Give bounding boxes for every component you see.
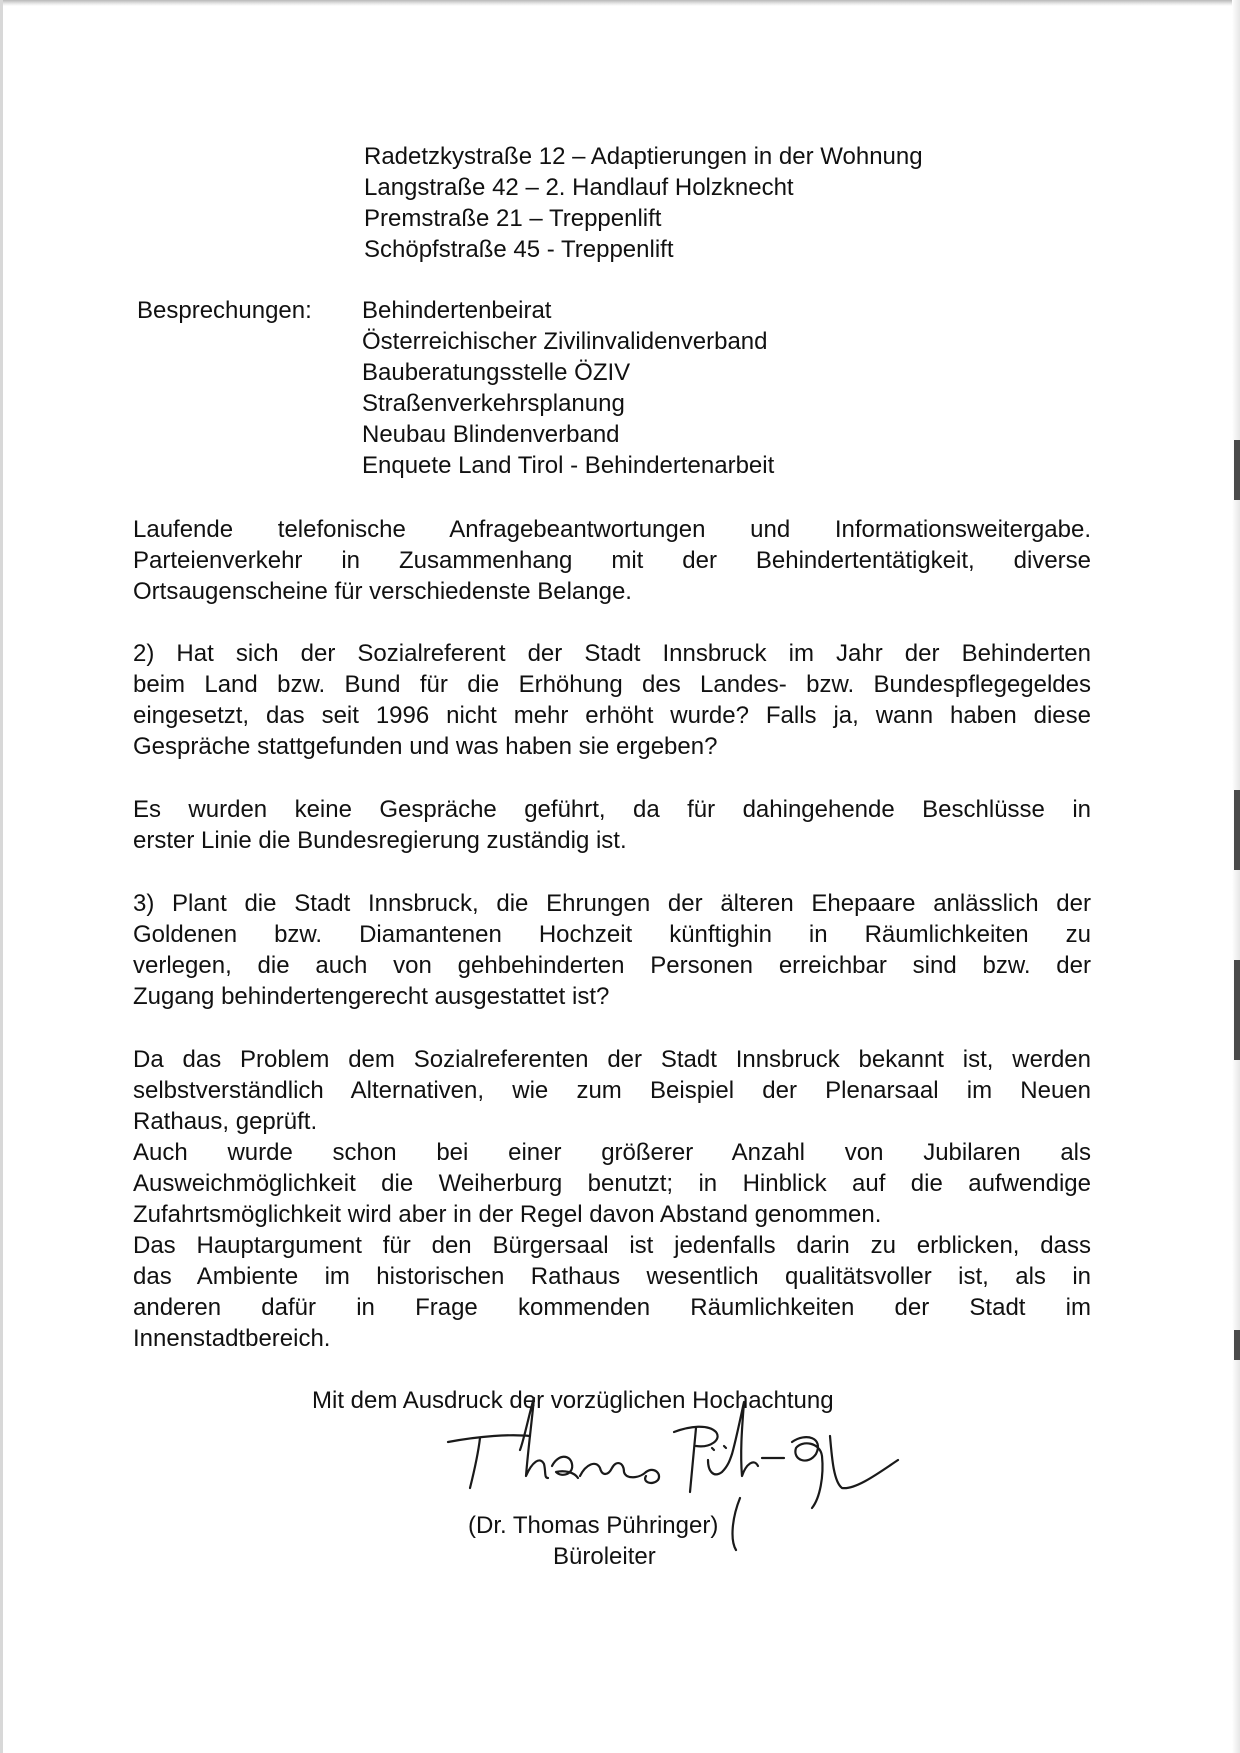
paragraph-line: Das Hauptargument für den Bürgersaal ist jedenfalls darin zu erblicken, dass xyxy=(133,1232,1091,1259)
paragraph-answer-2 xyxy=(133,794,1091,856)
paragraph-question-2 xyxy=(133,638,1091,762)
meeting-item: Österreichischer Zivilinvalidenverband xyxy=(362,328,768,355)
paragraph-question-3 xyxy=(133,888,1091,1012)
scan-mark xyxy=(1234,960,1240,1060)
paragraph-line: das Ambiente im historischen Rathaus wesentlich qualitätsvoller ist, als in xyxy=(133,1263,1091,1290)
paragraph-line: Zugang behindertengerecht ausgestattet ist? xyxy=(133,983,610,1010)
closing-salutation: Mit dem Ausdruck der vorzüglichen Hochachtung xyxy=(312,1387,834,1414)
address-item: Langstraße 42 – 2. Handlauf Holzknecht xyxy=(364,174,794,201)
paragraph-line: selbstverständlich Alternativen, wie zum Beispiel der Plenarsaal im Neuen xyxy=(133,1077,1091,1104)
scan-mark xyxy=(1234,440,1240,500)
scan-edge-top xyxy=(0,0,1240,6)
paragraph-line: Es wurden keine Gespräche geführt, da für dahingehende Beschlüsse in xyxy=(133,796,1091,823)
meetings-list xyxy=(362,295,774,481)
meeting-item: Enquete Land Tirol - Behindertenarbeit xyxy=(362,452,775,479)
address-item: Radetzkystraße 12 – Adaptierungen in der Wohnung xyxy=(364,143,923,170)
paragraph-line: anderen dafür in Frage kommenden Räumlichkeiten der Stadt im xyxy=(133,1294,1091,1321)
paragraph-answer-3 xyxy=(133,1044,1091,1354)
paragraph-line: Innenstadtbereich. xyxy=(133,1325,331,1352)
paragraph-line: eingesetzt, das seit 1996 nicht mehr erhöht wurde? Falls ja, wann haben diese xyxy=(133,702,1091,729)
paragraph-line: 2) Hat sich der Sozialreferent der Stadt Innsbruck im Jahr der Behinderten xyxy=(133,640,1091,667)
meeting-item: Bauberatungsstelle ÖZIV xyxy=(362,359,631,386)
paragraph-line: Zufahrtsmöglichkeit wird aber in der Regel davon Abstand genommen. xyxy=(133,1201,882,1228)
scan-mark xyxy=(1234,1330,1240,1360)
scan-edge-left xyxy=(0,0,3,1753)
paragraph-line: Ausweichmöglichkeit die Weiherburg benutzt; in Hinblick auf die aufwendige xyxy=(133,1170,1091,1197)
signatory-name: (Dr. Thomas Pühringer) xyxy=(468,1512,719,1539)
paragraph-line: 3) Plant die Stadt Innsbruck, die Ehrungen der älteren Ehepaare anlässlich der xyxy=(133,890,1091,917)
paragraph-line: verlegen, die auch von gehbehinderten Personen erreichbar sind bzw. der xyxy=(133,952,1091,979)
signatory-title: Büroleiter xyxy=(553,1543,656,1570)
paragraph-line: Da das Problem dem Sozialreferenten der Stadt Innsbruck bekannt ist, werden xyxy=(133,1046,1091,1073)
scan-mark xyxy=(1234,790,1240,870)
paragraph-line: Rathaus, geprüft. xyxy=(133,1108,318,1135)
address-item: Schöpfstraße 45 - Treppenlift xyxy=(364,236,674,263)
paragraph-line: beim Land bzw. Bund für die Erhöhung des Landes- bzw. Bundespflegegeldes xyxy=(133,671,1091,698)
paragraph-line: erster Linie die Bundesregierung zuständig ist. xyxy=(133,827,627,854)
paragraph-line: Parteienverkehr in Zusammenhang mit der Behindertentätigkeit, diverse xyxy=(133,547,1091,574)
paragraph-line: Laufende telefonische Anfragebeantwortungen und Informationsweitergabe. xyxy=(133,516,1091,543)
paragraph-line: Gespräche stattgefunden und was haben sie ergeben? xyxy=(133,733,718,760)
meeting-item: Behindertenbeirat xyxy=(362,297,552,324)
scan-edge-right xyxy=(1232,0,1240,1753)
address-item: Premstraße 21 – Treppenlift xyxy=(364,205,662,232)
meetings-label: Besprechungen: xyxy=(137,297,312,324)
meeting-item: Straßenverkehrsplanung xyxy=(362,390,625,417)
address-list xyxy=(364,141,923,265)
paragraph-line: Auch wurde schon bei einer größerer Anzahl von Jubilaren als xyxy=(133,1139,1091,1166)
paragraph-ongoing xyxy=(133,514,1091,607)
paragraph-line: Ortsaugenscheine für verschiedenste Belange. xyxy=(133,578,632,605)
meeting-item: Neubau Blindenverband xyxy=(362,421,620,448)
paragraph-line: Goldenen bzw. Diamantenen Hochzeit künftighin in Räumlichkeiten zu xyxy=(133,921,1091,948)
